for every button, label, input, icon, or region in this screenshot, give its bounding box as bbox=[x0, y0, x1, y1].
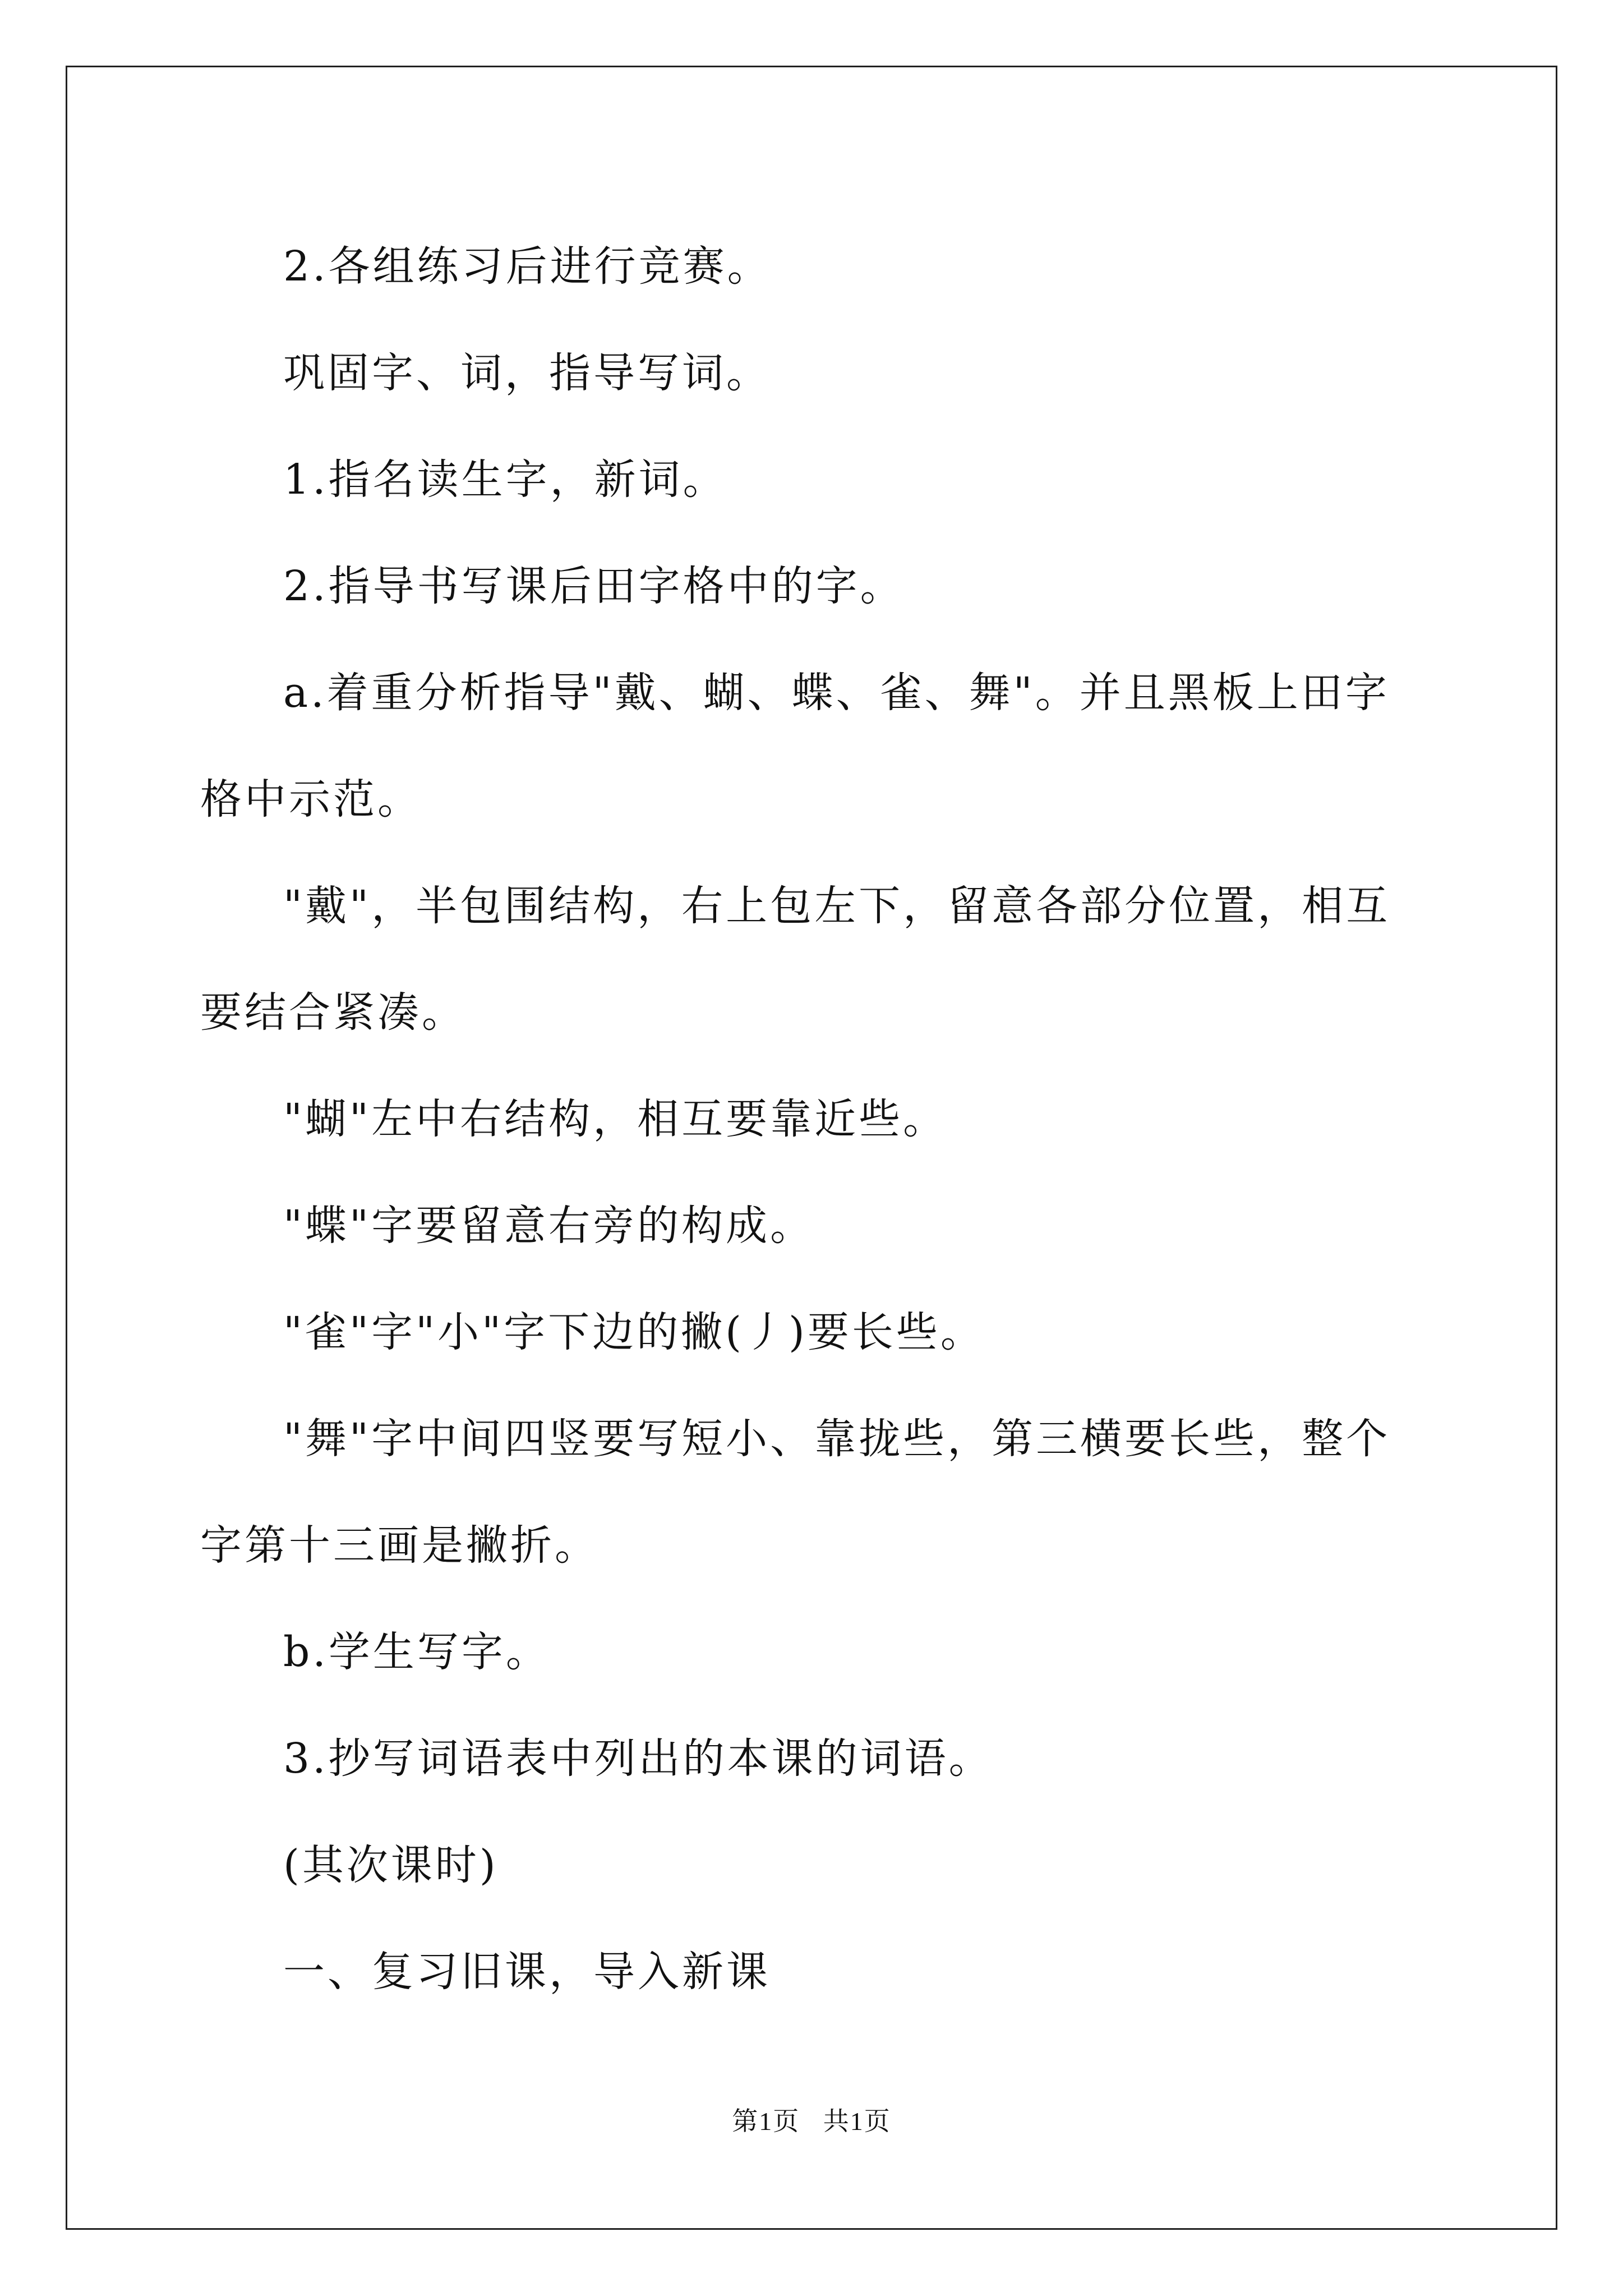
page-total: 共1页 bbox=[823, 2107, 891, 2136]
paragraph: 一、复习旧课，导入新课 bbox=[283, 1948, 771, 1996]
page-number: 第1页 bbox=[732, 2107, 800, 2136]
paragraph: 1.指名读生字，新词。 bbox=[283, 455, 727, 504]
page-footer bbox=[0, 2101, 1623, 2138]
paragraph: "蝴"左中右结构，相互要靠近些。 bbox=[283, 1095, 948, 1143]
paragraph: "戴"，半包围结构，右上包左下，留意各部分位置，相互要结合紧凑。 bbox=[200, 882, 1391, 1037]
paragraph: b.学生写字。 bbox=[283, 1628, 550, 1676]
paragraph: "蝶"字要留意右旁的构成。 bbox=[283, 1202, 815, 1250]
paragraph: (其次课时) bbox=[283, 1841, 499, 1889]
paragraph: "舞"字中间四竖要写短小、靠拢些，第三横要长些，整个字第十三画是撇折。 bbox=[200, 1415, 1391, 1570]
document-body bbox=[200, 213, 1423, 2025]
paragraph: a.着重分析指导"戴、蝴、蝶、雀、舞"。并且黑板上田字格中示范。 bbox=[200, 669, 1390, 823]
paragraph: 3.抄写词语表中列出的本课的词语。 bbox=[283, 1734, 993, 1783]
paragraph: 巩固字、词，指导写词。 bbox=[283, 349, 771, 397]
paragraph: 2.指导书写课后田字格中的字。 bbox=[283, 562, 905, 610]
paragraph: 2.各组练习后进行竞赛。 bbox=[283, 242, 772, 291]
paragraph: "雀"字"小"字下边的撇(丿)要长些。 bbox=[283, 1308, 985, 1356]
